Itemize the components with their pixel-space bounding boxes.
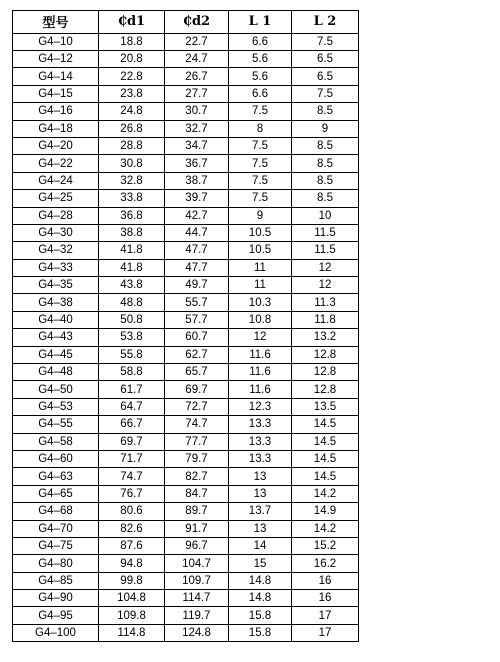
cell-d2: 91.7 (165, 520, 229, 537)
cell-model: G4–25 (13, 190, 99, 207)
cell-d2: 57.7 (165, 311, 229, 328)
cell-d2: 49.7 (165, 277, 229, 294)
cell-l2: 16 (292, 572, 359, 589)
cell-l2: 8.5 (292, 137, 359, 154)
table-row (13, 381, 359, 398)
cell-d1: 109.8 (99, 607, 165, 624)
cell-d2: 60.7 (165, 329, 229, 346)
cell-d1: 61.7 (99, 381, 165, 398)
table-row (13, 50, 359, 67)
cell-l1: 11 (229, 277, 292, 294)
cell-l2: 13.2 (292, 329, 359, 346)
table-row (13, 555, 359, 572)
cell-d1: 114.8 (99, 624, 165, 641)
cell-l2: 13.5 (292, 398, 359, 415)
cell-l1: 11.6 (229, 346, 292, 363)
cell-d1: 80.6 (99, 503, 165, 520)
table-row (13, 607, 359, 624)
cell-d2: 109.7 (165, 572, 229, 589)
cell-model: G4–15 (13, 85, 99, 102)
table-row (13, 120, 359, 137)
cell-d1: 64.7 (99, 398, 165, 415)
header-l2: L 2 (292, 11, 359, 34)
cell-model: G4–38 (13, 294, 99, 311)
cell-l2: 12.8 (292, 364, 359, 381)
cell-l2: 11.5 (292, 242, 359, 259)
cell-model: G4–18 (13, 120, 99, 137)
cell-l2: 16.2 (292, 555, 359, 572)
cell-model: G4–90 (13, 590, 99, 607)
cell-l1: 15 (229, 555, 292, 572)
cell-model: G4–65 (13, 485, 99, 502)
header-row (13, 11, 359, 34)
cell-l2: 14.5 (292, 433, 359, 450)
cell-l2: 14.9 (292, 503, 359, 520)
cell-l1: 14.8 (229, 590, 292, 607)
cell-l1: 5.6 (229, 68, 292, 85)
cell-l2: 12 (292, 277, 359, 294)
cell-d2: 104.7 (165, 555, 229, 572)
cell-model: G4–50 (13, 381, 99, 398)
cell-d2: 114.7 (165, 590, 229, 607)
cell-l2: 11.8 (292, 311, 359, 328)
cell-model: G4–85 (13, 572, 99, 589)
cell-d1: 28.8 (99, 137, 165, 154)
cell-model: G4–60 (13, 450, 99, 467)
table-row (13, 224, 359, 241)
cell-d2: 44.7 (165, 224, 229, 241)
cell-model: G4–16 (13, 103, 99, 120)
cell-model: G4–35 (13, 277, 99, 294)
cell-model: G4–20 (13, 137, 99, 154)
cell-d1: 32.8 (99, 172, 165, 189)
table-row (13, 137, 359, 154)
cell-l1: 10.5 (229, 224, 292, 241)
cell-d2: 30.7 (165, 103, 229, 120)
table-row (13, 398, 359, 415)
cell-d2: 36.7 (165, 155, 229, 172)
cell-d2: 119.7 (165, 607, 229, 624)
cell-model: G4–10 (13, 33, 99, 50)
table-row (13, 294, 359, 311)
cell-model: G4–58 (13, 433, 99, 450)
cell-d1: 41.8 (99, 242, 165, 259)
header-l1: L 1 (229, 11, 292, 34)
cell-l1: 7.5 (229, 103, 292, 120)
cell-d1: 48.8 (99, 294, 165, 311)
cell-l1: 13 (229, 485, 292, 502)
cell-d1: 94.8 (99, 555, 165, 572)
table-row (13, 259, 359, 276)
cell-l2: 12.8 (292, 381, 359, 398)
cell-l2: 8.5 (292, 103, 359, 120)
cell-l1: 11.6 (229, 381, 292, 398)
cell-d1: 76.7 (99, 485, 165, 502)
table-row (13, 155, 359, 172)
cell-model: G4–68 (13, 503, 99, 520)
table-row (13, 311, 359, 328)
cell-l1: 10.5 (229, 242, 292, 259)
cell-l2: 8.5 (292, 190, 359, 207)
cell-d2: 77.7 (165, 433, 229, 450)
cell-model: G4–40 (13, 311, 99, 328)
cell-l2: 14.2 (292, 485, 359, 502)
table-row (13, 103, 359, 120)
table-row (13, 503, 359, 520)
cell-l1: 7.5 (229, 190, 292, 207)
cell-l1: 9 (229, 207, 292, 224)
table-row (13, 207, 359, 224)
table-row (13, 277, 359, 294)
cell-l1: 12.3 (229, 398, 292, 415)
cell-model: G4–100 (13, 624, 99, 641)
table-row (13, 85, 359, 102)
cell-l2: 16 (292, 590, 359, 607)
table-row (13, 450, 359, 467)
cell-d2: 69.7 (165, 381, 229, 398)
cell-d1: 99.8 (99, 572, 165, 589)
cell-l1: 6.6 (229, 85, 292, 102)
table-header (13, 11, 359, 34)
header-model: 型号 (13, 11, 99, 34)
cell-model: G4–30 (13, 224, 99, 241)
cell-d2: 24.7 (165, 50, 229, 67)
cell-d1: 43.8 (99, 277, 165, 294)
cell-d1: 30.8 (99, 155, 165, 172)
cell-l1: 15.8 (229, 624, 292, 641)
cell-model: G4–70 (13, 520, 99, 537)
cell-d1: 33.8 (99, 190, 165, 207)
table-row (13, 190, 359, 207)
cell-l2: 14.2 (292, 520, 359, 537)
cell-d1: 50.8 (99, 311, 165, 328)
cell-l1: 12 (229, 329, 292, 346)
cell-d1: 53.8 (99, 329, 165, 346)
cell-d1: 58.8 (99, 364, 165, 381)
cell-d2: 42.7 (165, 207, 229, 224)
cell-d2: 32.7 (165, 120, 229, 137)
cell-l1: 7.5 (229, 155, 292, 172)
cell-d1: 69.7 (99, 433, 165, 450)
cell-d2: 96.7 (165, 537, 229, 554)
cell-d1: 38.8 (99, 224, 165, 241)
cell-l1: 13 (229, 468, 292, 485)
cell-d1: 23.8 (99, 85, 165, 102)
cell-d1: 24.8 (99, 103, 165, 120)
cell-d2: 47.7 (165, 242, 229, 259)
cell-d1: 82.6 (99, 520, 165, 537)
cell-l1: 13.7 (229, 503, 292, 520)
cell-d2: 38.7 (165, 172, 229, 189)
cell-model: G4–43 (13, 329, 99, 346)
cell-d1: 55.8 (99, 346, 165, 363)
cell-l2: 14.5 (292, 468, 359, 485)
cell-model: G4–63 (13, 468, 99, 485)
cell-l2: 14.5 (292, 450, 359, 467)
cell-l1: 14.8 (229, 572, 292, 589)
cell-l1: 13.3 (229, 416, 292, 433)
cell-l1: 13 (229, 520, 292, 537)
table-row (13, 364, 359, 381)
cell-l1: 10.8 (229, 311, 292, 328)
cell-d2: 47.7 (165, 259, 229, 276)
cell-d1: 26.8 (99, 120, 165, 137)
table-row (13, 433, 359, 450)
cell-l1: 15.8 (229, 607, 292, 624)
cell-l2: 7.5 (292, 85, 359, 102)
cell-d1: 104.8 (99, 590, 165, 607)
cell-d2: 27.7 (165, 85, 229, 102)
cell-l1: 11 (229, 259, 292, 276)
cell-d1: 87.6 (99, 537, 165, 554)
cell-model: G4–28 (13, 207, 99, 224)
cell-l2: 7.5 (292, 33, 359, 50)
cell-l2: 10 (292, 207, 359, 224)
cell-d2: 22.7 (165, 33, 229, 50)
cell-l1: 7.5 (229, 137, 292, 154)
cell-l2: 11.5 (292, 224, 359, 241)
table-row (13, 329, 359, 346)
cell-l1: 8 (229, 120, 292, 137)
cell-d2: 124.8 (165, 624, 229, 641)
cell-l1: 14 (229, 537, 292, 554)
cell-d2: 62.7 (165, 346, 229, 363)
cell-d1: 20.8 (99, 50, 165, 67)
cell-l1: 11.6 (229, 364, 292, 381)
cell-l2: 14.5 (292, 416, 359, 433)
cell-l2: 15.2 (292, 537, 359, 554)
cell-model: G4–55 (13, 416, 99, 433)
cell-d2: 65.7 (165, 364, 229, 381)
cell-d2: 82.7 (165, 468, 229, 485)
cell-d2: 84.7 (165, 485, 229, 502)
table-row (13, 520, 359, 537)
cell-model: G4–75 (13, 537, 99, 554)
cell-l1: 10.3 (229, 294, 292, 311)
table-row (13, 590, 359, 607)
table-row (13, 572, 359, 589)
cell-l2: 8.5 (292, 172, 359, 189)
table-row (13, 68, 359, 85)
cell-l2: 12.8 (292, 346, 359, 363)
header-d1: ₵d1 (99, 11, 165, 34)
cell-model: G4–22 (13, 155, 99, 172)
cell-l2: 17 (292, 607, 359, 624)
cell-l2: 12 (292, 259, 359, 276)
cell-l2: 6.5 (292, 50, 359, 67)
cell-d2: 74.7 (165, 416, 229, 433)
cell-d1: 22.8 (99, 68, 165, 85)
cell-l1: 6.6 (229, 33, 292, 50)
table-row (13, 346, 359, 363)
table-row (13, 485, 359, 502)
cell-model: G4–14 (13, 68, 99, 85)
cell-l1: 5.6 (229, 50, 292, 67)
cell-l1: 13.3 (229, 433, 292, 450)
table-body (13, 33, 359, 642)
table-row (13, 33, 359, 50)
table-row (13, 416, 359, 433)
cell-model: G4–53 (13, 398, 99, 415)
table-row (13, 242, 359, 259)
cell-d2: 79.7 (165, 450, 229, 467)
cell-l1: 7.5 (229, 172, 292, 189)
cell-l2: 6.5 (292, 68, 359, 85)
cell-l2: 8.5 (292, 155, 359, 172)
cell-l2: 11.3 (292, 294, 359, 311)
cell-d1: 74.7 (99, 468, 165, 485)
cell-model: G4–33 (13, 259, 99, 276)
cell-d2: 89.7 (165, 503, 229, 520)
cell-model: G4–80 (13, 555, 99, 572)
cell-d2: 34.7 (165, 137, 229, 154)
cell-l1: 13.3 (229, 450, 292, 467)
cell-d1: 41.8 (99, 259, 165, 276)
cell-d2: 72.7 (165, 398, 229, 415)
cell-model: G4–48 (13, 364, 99, 381)
table-row (13, 624, 359, 641)
header-d2: ₵d2 (165, 11, 229, 34)
cell-l2: 9 (292, 120, 359, 137)
cell-model: G4–12 (13, 50, 99, 67)
cell-model: G4–95 (13, 607, 99, 624)
table-row (13, 468, 359, 485)
cell-d1: 18.8 (99, 33, 165, 50)
cell-d2: 39.7 (165, 190, 229, 207)
cell-model: G4–24 (13, 172, 99, 189)
cell-d2: 55.7 (165, 294, 229, 311)
cell-d1: 66.7 (99, 416, 165, 433)
cell-model: G4–32 (13, 242, 99, 259)
cell-l2: 17 (292, 624, 359, 641)
cell-d1: 71.7 (99, 450, 165, 467)
cell-d1: 36.8 (99, 207, 165, 224)
cell-model: G4–45 (13, 346, 99, 363)
table-row (13, 172, 359, 189)
spec-table (12, 10, 359, 642)
cell-d2: 26.7 (165, 68, 229, 85)
table-row (13, 537, 359, 554)
